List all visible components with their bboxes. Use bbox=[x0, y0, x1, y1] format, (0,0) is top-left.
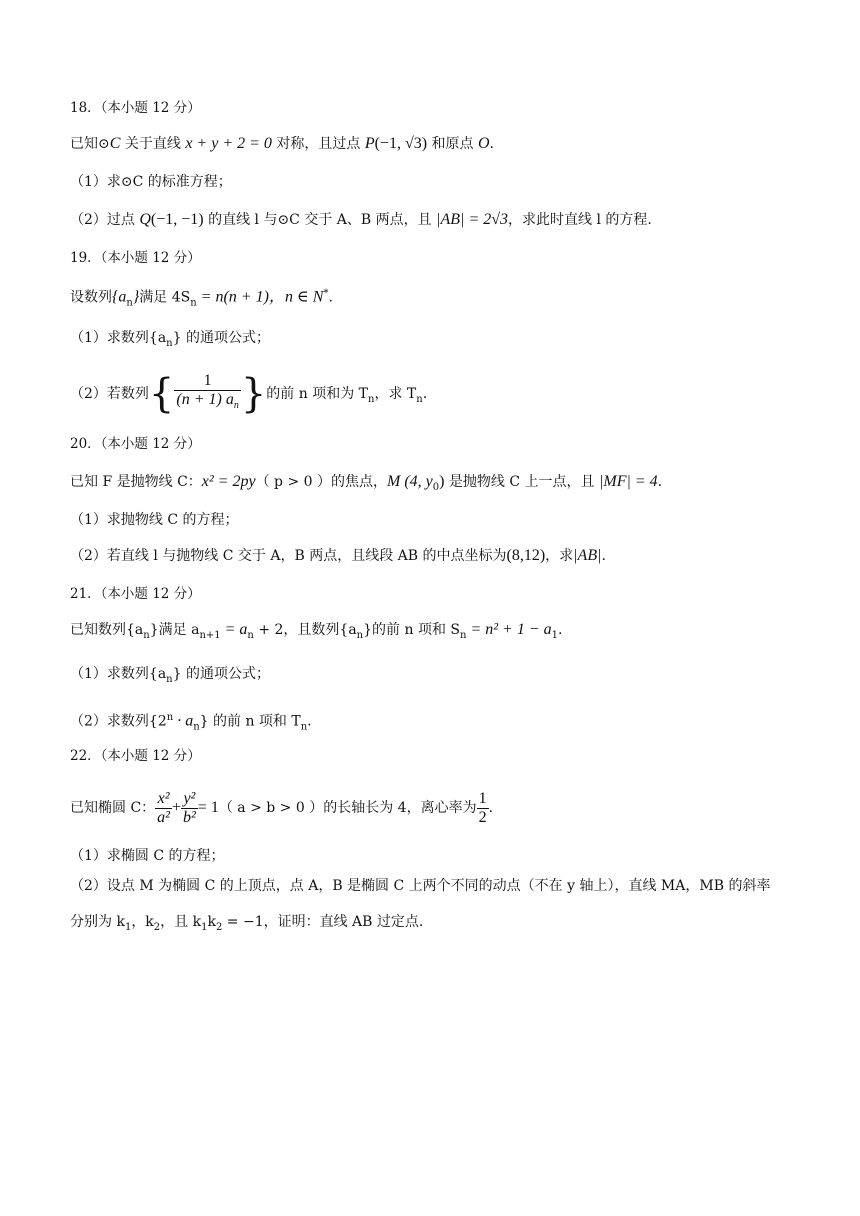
q19-stem: 设数列$\{a_n\}$满足 $4S_n = n(n + 1)$，n ∈ N*. bbox=[70, 288, 333, 309]
q20-part2: （2）若直线 l 与抛物线 C 交于 A，B 两点，且线段 AB 的中点坐标为(8,12)，求|AB|. bbox=[70, 547, 606, 564]
q19-part2: （2）若数列{ $\frac{1}{(n + 1) a_n}$ }的前 n 项和为 $T_n$，求 $T_n$. bbox=[70, 371, 428, 417]
left-brace: { bbox=[148, 371, 175, 417]
right-brace: } bbox=[240, 371, 267, 417]
q22-header: 22．（本小题 12 分） bbox=[70, 748, 201, 764]
q19-fraction: $\frac{1}{(n + 1) a_n}$ bbox=[176, 372, 239, 412]
q21-part1: （1）求数列$\{a_n\}$ 的通项公式； bbox=[70, 666, 270, 685]
q20-stem: 已知 F 是抛物线 C：x² = 2py（ p > 0 ）的焦点，M (4, $y_0$) 是抛物线 C 上一点，且 |MF| = 4. bbox=[70, 473, 663, 493]
q20-part1: （1）求抛物线 C 的方程； bbox=[70, 512, 239, 528]
q22-frac-x: $\frac{\text{x²}}{\text{a²}}$ bbox=[157, 789, 170, 826]
q20-header: 20．（本小题 12 分） bbox=[70, 436, 201, 452]
q22-part2-line2: 分别为 $k_1$，$k_2$，且 $k_1k_2 = -1$，证明：直线 AB 过定点. bbox=[70, 914, 424, 933]
q19-part1: （1）求数列$\{a_n\}$ 的通项公式； bbox=[70, 330, 270, 349]
q21-stem: 已知数列$\{a_n\}$满足 $a_{n+1} = a_n + 2$，且数列$\{a_n\}$的前 n 项和 $S_n = n^2 + 1 - a_1$. bbox=[70, 621, 563, 641]
q18-header: 18．（本小题 12 分） bbox=[70, 100, 201, 116]
q22-part1: （1）求椭圆 C 的方程； bbox=[70, 848, 225, 864]
q18-part1: （1）求⊙C 的标准方程； bbox=[70, 174, 232, 190]
q21-part2: （2）求数列$\{2^n \cdot a_n\}$ 的前 n 项和 $T_n$. bbox=[70, 712, 312, 733]
q18-stem: 已知⊙C 关于直线 x + y + 2 = 0 对称，且过点 P(−1, √3) 和原点 O. bbox=[70, 135, 494, 152]
q18-part2: （2）过点 Q(−1, −1) 的直线 l 与⊙C 交于 A、B 两点，且 |AB| = 2√3，求此时直线 l 的方程. bbox=[70, 211, 652, 228]
q22-part2-line1: （2）设点 M 为椭圆 C 的上顶点，点 A，B 是椭圆 C 上两个不同的动点（不在 y 轴上），直线 MA，MB 的斜率 bbox=[70, 878, 771, 894]
q22-frac-half: $\frac{1}{2}$ bbox=[478, 789, 487, 826]
q22-stem: 已知椭圆 C： $\frac{\text{x²}}{\text{a²}}$ + $\frac{\text{y²}}{\text{b²}}$ = 1（ a > b > 0 ）的长轴长为 4，离心率为 $\frac{1}{2}$ . bbox=[70, 789, 494, 826]
q19-header: 19．（本小题 12 分） bbox=[70, 250, 201, 266]
q21-header: 21．（本小题 12 分） bbox=[70, 586, 201, 602]
q22-frac-y: $\frac{\text{y²}}{\text{b²}}$ bbox=[183, 789, 196, 826]
